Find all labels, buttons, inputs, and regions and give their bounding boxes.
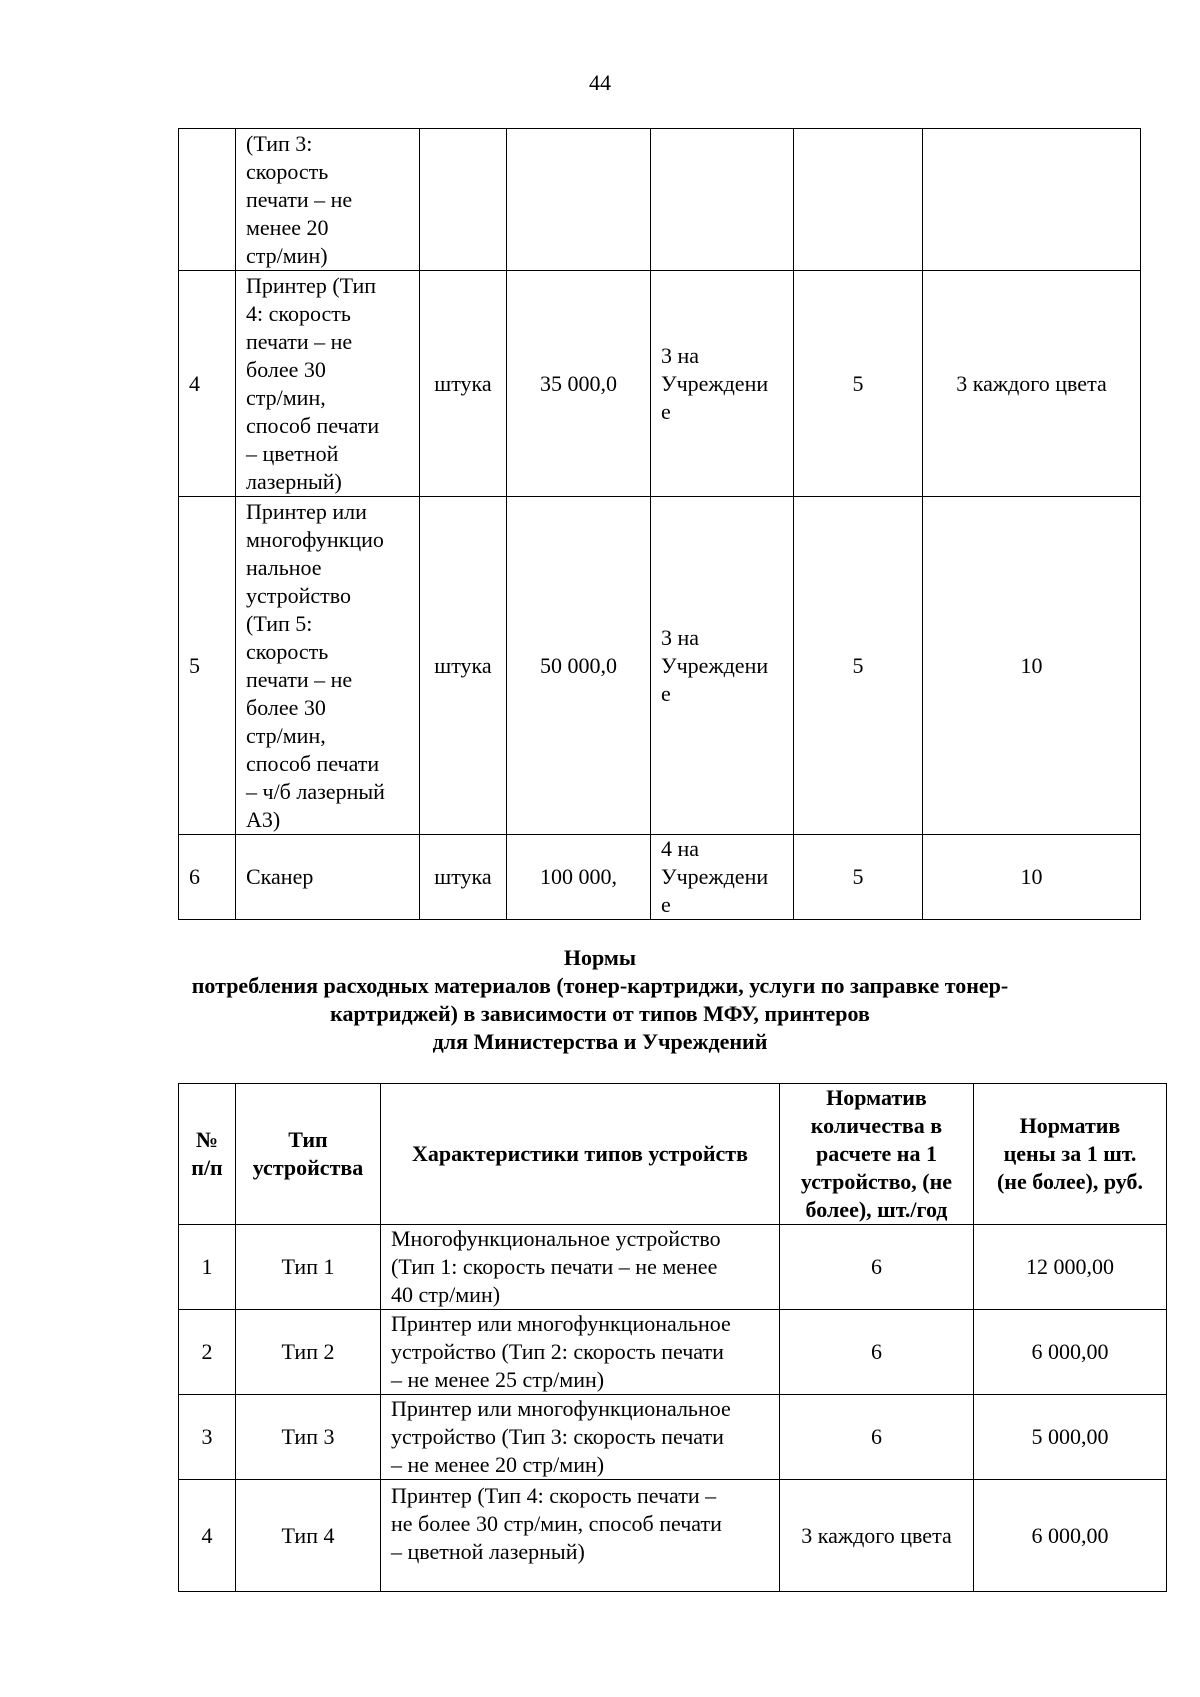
unit: штука: [420, 271, 507, 497]
device-type: Тип 1: [236, 1225, 381, 1310]
quantity-norm: 3 каждого цвета: [780, 1480, 974, 1592]
table-row: [179, 1225, 1167, 1310]
quantity: 3 на Учреждени е: [651, 497, 794, 835]
row-number: 2: [179, 1310, 236, 1395]
row-number: 6: [179, 835, 236, 920]
table-row: [179, 497, 1141, 835]
consumables: 10: [923, 497, 1141, 835]
equipment-name: Принтер или многофункцио нальное устройство (Тип 5: скорость печати – не более 30 стр/мин, способ печати – ч/б лазерный А3): [236, 497, 420, 835]
table-row: [179, 271, 1141, 497]
quantity-norm: 6: [780, 1395, 974, 1480]
header-characteristics: Характеристики типов устройств: [381, 1084, 780, 1225]
device-type: Тип 3: [236, 1395, 381, 1480]
device-characteristics: Многофункциональное устройство (Тип 1: скорость печати – не менее 40 стр/мин): [381, 1225, 780, 1310]
equipment-name: (Тип 3: скорость печати – не менее 20 стр/мин): [236, 129, 420, 271]
device-characteristics: Принтер или многофункциональное устройство (Тип 2: скорость печати – не менее 25 стр/мин): [381, 1310, 780, 1395]
table-row: [179, 835, 1141, 920]
device-characteristics: Принтер или многофункциональное устройство (Тип 3: скорость печати – не менее 20 стр/мин): [381, 1395, 780, 1480]
quantity-norm: 6: [780, 1225, 974, 1310]
quantity: 3 на Учреждени е: [651, 271, 794, 497]
header-device-type: Тип устройства: [236, 1084, 381, 1225]
term: [794, 129, 923, 271]
norms-heading: [150, 944, 1050, 1056]
row-number: 5: [179, 497, 236, 835]
quantity: [651, 129, 794, 271]
header-number: № п/п: [179, 1084, 236, 1225]
device-characteristics: Принтер (Тип 4: скорость печати – не более 30 стр/мин, способ печати – цветной лазерный): [381, 1480, 780, 1592]
term: 5: [794, 497, 923, 835]
term: 5: [794, 835, 923, 920]
price: 100 000,: [507, 835, 651, 920]
header-quantity-norm: Норматив количества в расчете на 1 устройство, (не более), шт./год: [780, 1084, 974, 1225]
price: 35 000,0: [507, 271, 651, 497]
device-type: Тип 2: [236, 1310, 381, 1395]
row-number: 1: [179, 1225, 236, 1310]
consumables-norms-table: [178, 1083, 1167, 1592]
quantity: 4 на Учреждени е: [651, 835, 794, 920]
norms-heading-line: для Министерства и Учреждений: [432, 1029, 768, 1054]
table-header-row: [179, 1084, 1167, 1225]
term: 5: [794, 271, 923, 497]
device-type: Тип 4: [236, 1480, 381, 1592]
unit: штука: [420, 835, 507, 920]
price: [507, 129, 651, 271]
quantity-norm: 6: [780, 1310, 974, 1395]
row-number: 4: [179, 1480, 236, 1592]
consumables: 3 каждого цвета: [923, 271, 1141, 497]
norms-heading-line: картриджей) в зависимости от типов МФУ, принтеров: [330, 1001, 870, 1026]
consumables: 10: [923, 835, 1141, 920]
unit: [420, 129, 507, 271]
unit: штука: [420, 497, 507, 835]
header-price-norm: Норматив цены за 1 шт. (не более), руб.: [974, 1084, 1167, 1225]
row-number: [179, 129, 236, 271]
price-norm: 6 000,00: [974, 1310, 1167, 1395]
equipment-name: Сканер: [236, 835, 420, 920]
norms-heading-line: потребления расходных материалов (тонер-картриджи, услуги по заправке тонер-: [191, 973, 1009, 998]
price: 50 000,0: [507, 497, 651, 835]
norms-heading-title: Нормы: [563, 945, 637, 970]
table-row: [179, 1480, 1167, 1592]
page-number: 44: [589, 70, 611, 95]
equipment-table: [178, 128, 1141, 920]
price-norm: 5 000,00: [974, 1395, 1167, 1480]
table-row: [179, 129, 1141, 271]
equipment-name: Принтер (Тип 4: скорость печати – не более 30 стр/мин, способ печати – цветной лазерный): [236, 271, 420, 497]
price-norm: 6 000,00: [974, 1480, 1167, 1592]
consumables: [923, 129, 1141, 271]
table-row: [179, 1310, 1167, 1395]
row-number: 3: [179, 1395, 236, 1480]
row-number: 4: [179, 271, 236, 497]
price-norm: 12 000,00: [974, 1225, 1167, 1310]
table-row: [179, 1395, 1167, 1480]
